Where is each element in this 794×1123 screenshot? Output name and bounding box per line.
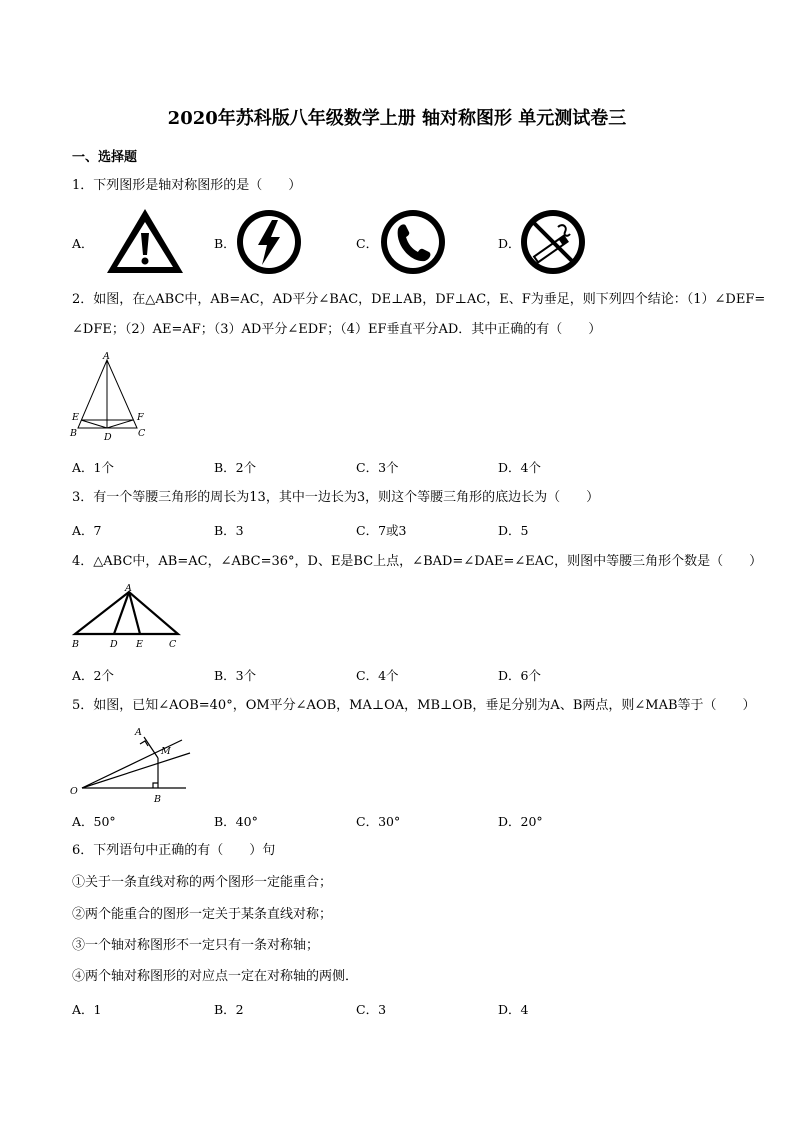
- q6-stem: 6．下列语句中正确的有（ ）句: [72, 843, 276, 858]
- q1-option-c: C．: [356, 236, 379, 251]
- telephone-circle-icon: [378, 207, 448, 277]
- q4-label-d: D: [110, 639, 118, 650]
- q2-option-d: D．4个: [498, 460, 541, 475]
- q2-option-b: B．2个: [214, 460, 257, 475]
- q3-stem: 3．有一个等腰三角形的周长为13，其中一边长为3，则这个等腰三角形的底边长为（ ）: [72, 490, 600, 505]
- q3-option-d: D．5: [498, 523, 529, 538]
- q6-statement-1: ①关于一条直线对称的两个图形一定能重合；: [72, 875, 333, 890]
- q1-option-d: D．: [498, 236, 521, 251]
- q5-label-o: O: [70, 786, 78, 797]
- q6-option-b: B．2: [214, 1002, 244, 1017]
- q5-option-a: A．50°: [72, 814, 116, 829]
- q3-option-b: B．3: [214, 523, 244, 538]
- q4-option-a: A．2个: [72, 668, 114, 683]
- q2-stem-line2: ∠DFE；（2）AE=AF；（3）AD平分∠EDF；（4）EF垂直平分AD．其中正确的有（ ）: [72, 322, 602, 337]
- q2-option-a: A．1个: [72, 460, 114, 475]
- q5-option-d: D．20°: [498, 814, 543, 829]
- q2-label-d: D: [104, 432, 112, 443]
- q5-label-m: M: [161, 746, 171, 757]
- lightning-circle-icon: [234, 207, 304, 277]
- q4-option-c: C．4个: [356, 668, 399, 683]
- q1-option-a: A．: [72, 236, 94, 251]
- q5-option-b: B．40°: [214, 814, 258, 829]
- q4-label-c: C: [169, 639, 177, 650]
- warning-triangle-icon: [104, 206, 186, 276]
- q4-option-b: B．3个: [214, 668, 257, 683]
- q2-label-e: E: [72, 412, 79, 423]
- q4-triangle-figure: [70, 582, 185, 652]
- q4-stem: 4．△ABC中，AB=AC，∠ABC=36°，D、E是BC上点，∠BAD=∠DAE=∠EAC，则图中等腰三角形个数是（ ）: [72, 554, 763, 569]
- q2-label-c: C: [138, 428, 146, 439]
- q3-option-c: C．7或3: [356, 523, 407, 538]
- q2-label-a: A: [103, 351, 110, 362]
- q6-option-d: D．4: [498, 1002, 529, 1017]
- q5-angle-figure: [68, 720, 194, 806]
- q6-option-a: A．1: [72, 1002, 102, 1017]
- q2-stem-line1: 2．如图，在△ABC中，AB=AC，AD平分∠BAC，DE⊥AB，DF⊥AC，E、F为垂足，则下列四个结论：（1）∠DEF=: [72, 292, 766, 307]
- q2-option-c: C．3个: [356, 460, 399, 475]
- q4-label-e: E: [136, 639, 143, 650]
- q6-option-c: C．3: [356, 1002, 387, 1017]
- q2-label-b: B: [70, 428, 77, 439]
- q5-label-a: A: [135, 727, 142, 738]
- q2-label-f: F: [137, 412, 144, 423]
- q6-statement-4: ④两个轴对称图形的对应点一定在对称轴的两侧．: [72, 969, 359, 984]
- q2-triangle-figure: [70, 352, 152, 444]
- q6-statement-2: ②两个能重合的图形一定关于某条直线对称；: [72, 907, 333, 922]
- q1-stem: 1．下列图形是轴对称图形的是（ ）: [72, 178, 302, 193]
- q5-stem: 5．如图，已知∠AOB=40°，OM平分∠AOB，MA⊥OA，MB⊥OB，垂足分别为A、B两点，则∠MAB等于（ ）: [72, 698, 756, 713]
- page-title: 2020年苏科版八年级数学上册 轴对称图形 单元测试卷三: [167, 108, 627, 129]
- q5-label-b: B: [154, 794, 161, 805]
- q4-label-a: A: [125, 583, 132, 594]
- section-heading: 一、选择题: [72, 150, 138, 165]
- no-smoking-circle-icon: [518, 207, 588, 277]
- q6-statement-3: ③一个轴对称图形不一定只有一条对称轴；: [72, 938, 320, 953]
- q4-label-b: B: [72, 639, 79, 650]
- q3-option-a: A．7: [72, 523, 102, 538]
- q4-option-d: D．6个: [498, 668, 541, 683]
- q5-option-c: C．30°: [356, 814, 401, 829]
- q1-option-b: B．: [214, 236, 236, 251]
